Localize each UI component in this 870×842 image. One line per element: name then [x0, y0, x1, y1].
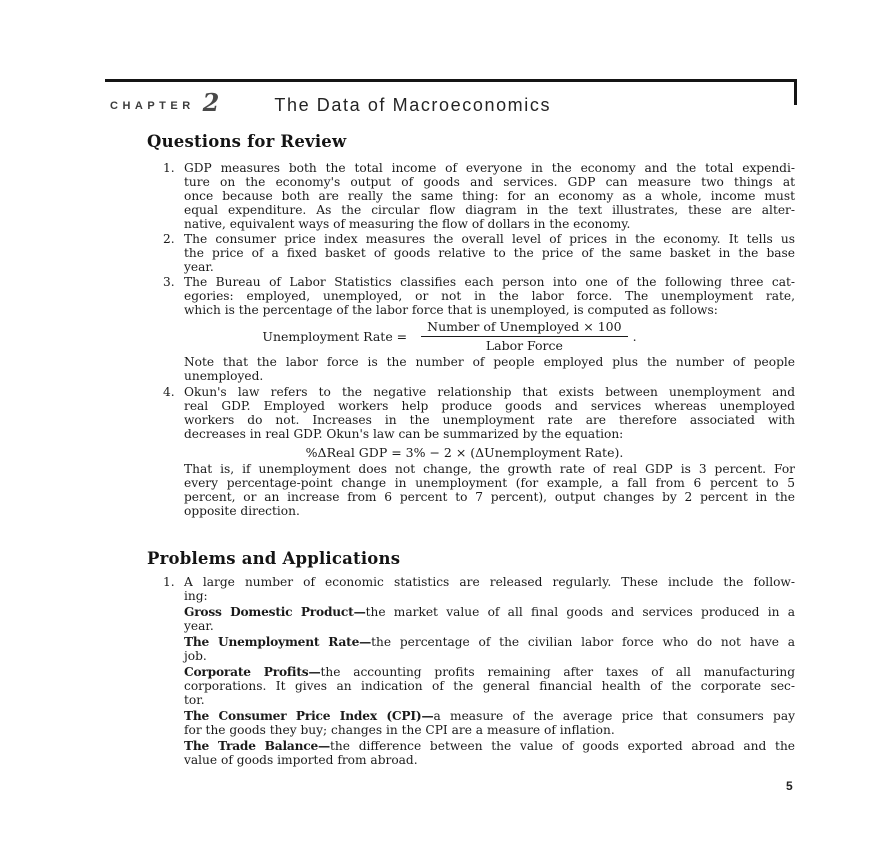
page-content: [0, 133, 870, 767]
problems-and-applications-heading: Problems and Applications: [147, 549, 401, 568]
chapter-number: 2: [202, 88, 220, 117]
question-item-1: [163, 161, 795, 231]
definition-trade-balance: The Trade Balance—the difference between the value of goods exported abroad and the value of goods imported from abroad.: [184, 739, 796, 767]
chapter-label: CHAPTER: [110, 99, 195, 112]
problems-list: [163, 575, 795, 603]
question-item-4: [163, 385, 795, 441]
item-text: A large number of economic statistics are released regularly. These include the follow- ing:: [184, 575, 795, 603]
item-text: The Bureau of Labor Statistics classifies each person into one of the following three cat- egories: employed, unemployed, or not in the labor force. The unemployment rate, which is the percentage of the labor force that is unemployed, is computed as follows:: [184, 275, 795, 317]
item-number: 1.: [163, 161, 175, 175]
equation-fraction: [421, 320, 627, 353]
equation-lhs: Unemployment Rate =: [262, 328, 408, 344]
item-text: The consumer price index measures the overall level of prices in the economy. It tells us the price of a fixed basket of goods relative to the price of the same basket in the base year.: [184, 232, 795, 274]
item-text: Okun's law refers to the negative relationship that exists between unemployment and real GDP. Employed workers help produce goods and services whereas unemployed workers do not. Increases in the unemployment rate are therefore associated with decreases in real GDP. Okun's law can be summarized by the equation:: [184, 385, 795, 441]
questions-list-continued: [163, 385, 795, 441]
item-number: 3.: [163, 275, 175, 289]
okuns-law-equation: %ΔReal GDP = 3% − 2 × (ΔUnemployment Rate).: [305, 445, 624, 460]
chapter-title: The Data of Macroeconomics: [274, 95, 552, 115]
labor-force-note: Note that the labor force is the number of people employed plus the number of people unemployed.: [184, 355, 795, 383]
questions-for-review-heading: Questions for Review: [147, 132, 347, 151]
item-number: 1.: [163, 575, 175, 589]
fraction-numerator: Number of Unemployed × 100: [421, 320, 627, 337]
unemployment-rate-equation: [184, 320, 795, 353]
questions-list: [163, 161, 795, 317]
question-item-2: [163, 232, 795, 274]
chapter-header: [110, 88, 551, 117]
page-number: 5: [786, 779, 793, 793]
question-item-3: [163, 275, 795, 317]
item-number: 2.: [163, 232, 175, 246]
item-number: 4.: [163, 385, 175, 399]
definition-unemployment-rate: The Unemployment Rate—the percentage of the civilian labor force who do not have a job.: [184, 635, 795, 663]
definition-consumer-price-index: The Consumer Price Index (CPI)—a measure of the average price that consumers pay for the goods they buy; changes in the CPI are a measure of inflation.: [184, 709, 795, 737]
definition-gross-domestic-product: Gross Domestic Product—the market value of all final goods and services produced in a year.: [184, 605, 796, 633]
item-text: GDP measures both the total income of everyone in the economy and the total expendi- ture on the economy's output of goods and services. GDP can measure two things at once because both are really the same thing: for an economy as a whole, income must equal expenditure. As the circular flow diagram in the text illustrates, these are alter- native, equivalent ways of measuring the flow of dollars in the economy.: [184, 161, 795, 231]
okuns-law-remark: That is, if unemployment does not change, the growth rate of real GDP is 3 percent. For every percentage-point change in unemployment (for example, a fall from 6 percent to 5 percent, or an increase from 6 percent to 7 percent), output changes by 2 percent in the opposite direction.: [184, 462, 795, 518]
problem-item-1: [163, 575, 795, 603]
fraction-denominator: Labor Force: [485, 338, 563, 353]
definition-corporate-profits: Corporate Profits—the accounting profits remaining after taxes of all manufacturing corporations. It gives an indication of the general financial health of the corporate sec- tor.: [184, 665, 795, 707]
equation-period: .: [632, 328, 637, 344]
